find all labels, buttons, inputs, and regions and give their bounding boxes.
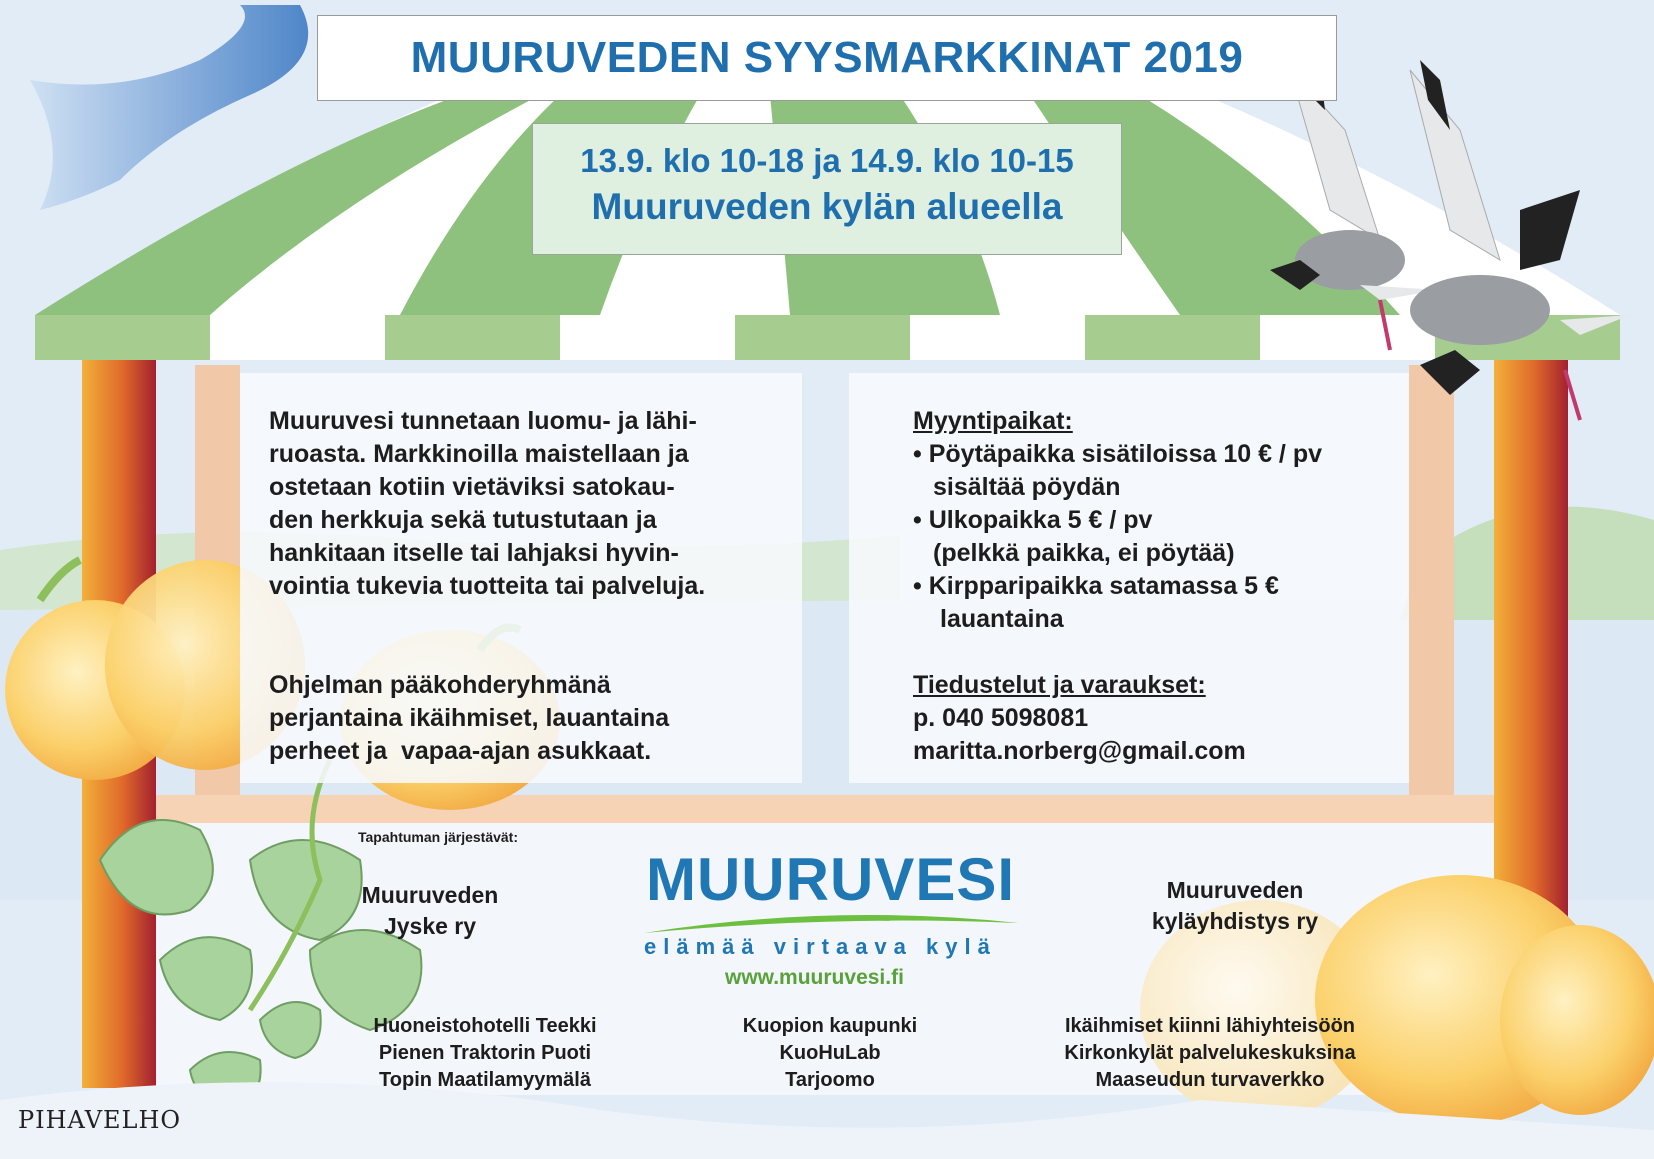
sponsor-item: Tarjoomo bbox=[785, 1069, 875, 1091]
sponsor-item: Pienen Traktorin Puoti bbox=[378, 1042, 592, 1064]
program-paragraph bbox=[269, 669, 779, 768]
intro-line: Muuruvesi tunnetaan luomu- ja lähi- bbox=[269, 407, 697, 435]
sales-item bbox=[913, 570, 1393, 603]
contact-heading: Tiedustelut ja varaukset: bbox=[913, 671, 1206, 699]
date-box bbox=[532, 123, 1122, 255]
logo-tagline: elämää virtaava kylä bbox=[644, 934, 997, 959]
contact-phone: p. 040 5098081 bbox=[913, 704, 1089, 732]
intro-line: vointia tukevia tuotteita tai palveluja. bbox=[269, 572, 706, 600]
title-banner bbox=[317, 15, 1337, 101]
organizer-right-line: Muuruveden bbox=[1166, 877, 1304, 903]
intro-line: ostetaan kotiin vietäviksi satokau- bbox=[269, 473, 675, 501]
artist-signature: PIHAVELHO bbox=[18, 1106, 182, 1134]
sales-item-detail: lauantaina bbox=[940, 605, 1064, 633]
organizer-left-line: Muuruveden bbox=[361, 882, 499, 908]
sales-item-detail: sisältää pöydän bbox=[933, 473, 1121, 501]
sponsor-item: Maaseudun turvaverkko bbox=[1095, 1069, 1325, 1091]
sales-item-line: Kirpparipaikka satamassa 5 € bbox=[928, 572, 1279, 600]
intro-paragraph bbox=[269, 405, 761, 603]
poster-title: MUURUVEDEN SYYSMARKKINAT 2019 bbox=[410, 33, 1244, 82]
program-line: Ohjelman pääkohderyhmänä bbox=[269, 671, 611, 699]
sponsors-col-1 bbox=[340, 1013, 630, 1094]
sales-item bbox=[913, 504, 1393, 537]
sponsor-item: KuoHuLab bbox=[779, 1042, 881, 1064]
sponsors-col-3 bbox=[1040, 1013, 1380, 1094]
intro-line: hankitaan itselle tai lahjaksi hyvin- bbox=[269, 539, 679, 567]
sales-section bbox=[913, 405, 1393, 636]
sales-panel bbox=[849, 373, 1409, 783]
intro-line: den herkkuja sekä tutustutaan ja bbox=[269, 506, 657, 534]
organizer-right bbox=[1120, 875, 1350, 937]
sales-heading: Myyntipaikat: bbox=[913, 407, 1073, 435]
intro-line: ruoasta. Markkinoilla maistellaan ja bbox=[269, 440, 689, 468]
contact-email[interactable]: maritta.norberg@gmail.com bbox=[913, 737, 1246, 765]
sponsor-item: Ikäihmiset kiinni lähiyhteisöön bbox=[1064, 1015, 1356, 1037]
program-line: perheet ja vapaa-ajan asukkaat. bbox=[269, 737, 652, 765]
contact-section bbox=[913, 669, 1393, 768]
logo-name: MUURUVESI bbox=[646, 846, 1016, 913]
sponsor-item: Kirkonkylät palvelukeskuksina bbox=[1064, 1042, 1356, 1064]
bullet: • bbox=[913, 572, 922, 600]
sponsor-item: Kuopion kaupunki bbox=[742, 1015, 918, 1037]
organizer-left-line: Jyske ry bbox=[383, 913, 477, 939]
bullet: • bbox=[913, 440, 922, 468]
organizers-label: Tapahtuman järjestävät: bbox=[358, 829, 519, 845]
sponsor-item: Topin Maatilamyymälä bbox=[379, 1069, 591, 1091]
intro-panel bbox=[240, 373, 802, 783]
organizer-right-line: kyläyhdistys ry bbox=[1151, 908, 1319, 934]
sponsor-item: Huoneistohotelli Teekki bbox=[373, 1015, 597, 1037]
sponsors-col-2 bbox=[700, 1013, 960, 1094]
sales-item-line: Pöytäpaikka sisätiloissa 10 € / pv bbox=[928, 440, 1322, 468]
logo-url[interactable]: www.muuruvesi.fi bbox=[725, 966, 904, 989]
date-line: 13.9. klo 10-18 ja 14.9. klo 10-15 bbox=[580, 142, 1074, 179]
program-line: perjantaina ikäihmiset, lauantaina bbox=[269, 704, 670, 732]
organizer-left bbox=[330, 880, 530, 942]
sales-item-line: Ulkopaikka 5 € / pv bbox=[928, 506, 1153, 534]
place-line: Muuruveden kylän alueella bbox=[591, 186, 1063, 227]
bullet: • bbox=[913, 506, 922, 534]
sales-item bbox=[913, 438, 1393, 471]
muuruvesi-logo bbox=[640, 845, 1020, 995]
sales-item-detail: (pelkkä paikka, ei pöytää) bbox=[933, 539, 1235, 567]
